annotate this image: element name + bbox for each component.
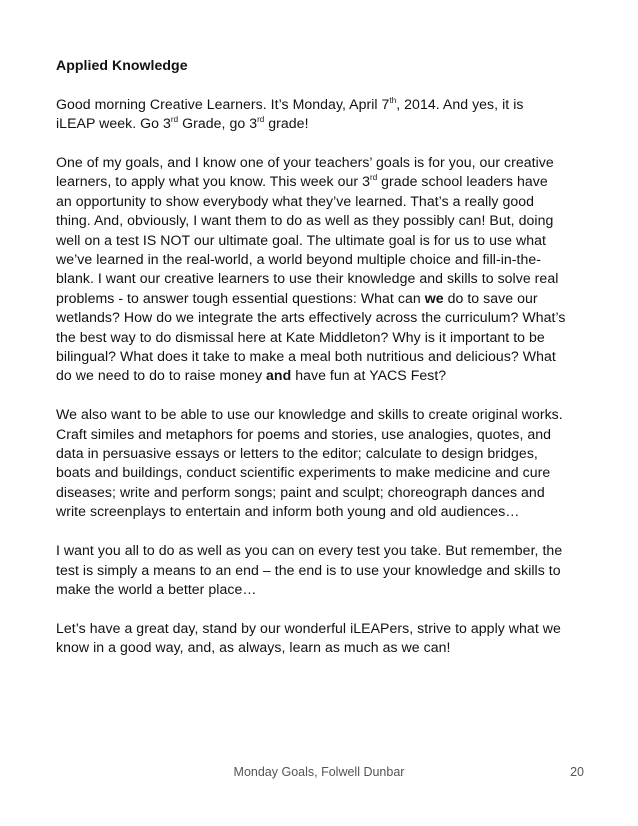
- paragraph-original-works: [56, 405, 586, 521]
- page-heading: Applied Knowledge: [56, 57, 188, 73]
- text-line: blank. I want our creative learners to use their knowledge and skills to solve real: [56, 270, 559, 287]
- text-line: Good morning Creative Learners. It’s Monday, April 7th, 2014. And yes, it is: [56, 95, 524, 112]
- text-line: test is simply a means to an end – the end is to use your knowledge and skills to: [56, 561, 561, 578]
- text-line: know in a good way, and, as always, learn as much as we can!: [56, 639, 451, 656]
- text-line: wetlands? How do we integrate the arts effectively across the curriculum? What’s: [56, 309, 566, 326]
- text-line: the best way to do dismissal here at Kate Middleton? Why is it important to be: [56, 328, 545, 345]
- text-line: boats and buildings, conduct scientific experiments to make medicine and cure: [56, 464, 551, 481]
- text-line: do we need to do to raise money and have fun at YACS Fest?: [56, 367, 447, 384]
- document-body: [56, 56, 586, 677]
- text-line: problems - to answer tough essential questions: What can we do to save our: [56, 289, 538, 306]
- paragraph-greeting: [56, 95, 586, 134]
- text-line: diseases; write and perform songs; paint and sculpt; choreograph dances and: [56, 483, 545, 500]
- text-line: we’ve learned in the real-world, a world beyond multiple choice and fill-in-the-: [56, 251, 541, 268]
- page-number: 20: [570, 765, 584, 779]
- text-line: iLEAP week. Go 3rd Grade, go 3rd grade!: [56, 115, 309, 132]
- text-line: One of my goals, and I know one of your teachers’ goals is for you, our creative: [56, 154, 554, 170]
- text-line: thing. And, obviously, I want them to do as well as they possibly can! But, doing: [56, 212, 554, 229]
- paragraph-tests: [56, 541, 586, 599]
- text-line: We also want to be able to use our knowledge and skills to create original works.: [56, 406, 563, 423]
- paragraph-goals: [56, 153, 586, 386]
- text-line: an opportunity to show everybody what they’ve learned. That’s a really good: [56, 192, 535, 209]
- text-line: write screenplays to entertain and inform both young and old audiences…: [56, 503, 520, 520]
- text-line: I want you all to do as well as you can on every test you take. But remember, the: [56, 542, 563, 559]
- text-line: bilingual? What does it take to make a meal both nutritious and delicious? What: [56, 348, 556, 365]
- text-line: Let’s have a great day, stand by our wonderful iLEAPers, strive to apply what we: [56, 619, 561, 636]
- text-line: Craft similes and metaphors for poems and stories, use analogies, quotes, and: [56, 425, 552, 442]
- text-line: learners, to apply what you know. This week our 3rd grade school leaders have: [56, 173, 548, 190]
- text-line: make the world a better place…: [56, 580, 257, 597]
- text-line: data in persuasive essays or letters to the editor; calculate to design bridges,: [56, 445, 538, 462]
- paragraph-closing: [56, 619, 586, 658]
- text-line: well on a test IS NOT our ultimate goal. The ultimate goal is for us to use what: [56, 231, 546, 248]
- footer-title: Monday Goals, Folwell Dunbar: [233, 765, 405, 779]
